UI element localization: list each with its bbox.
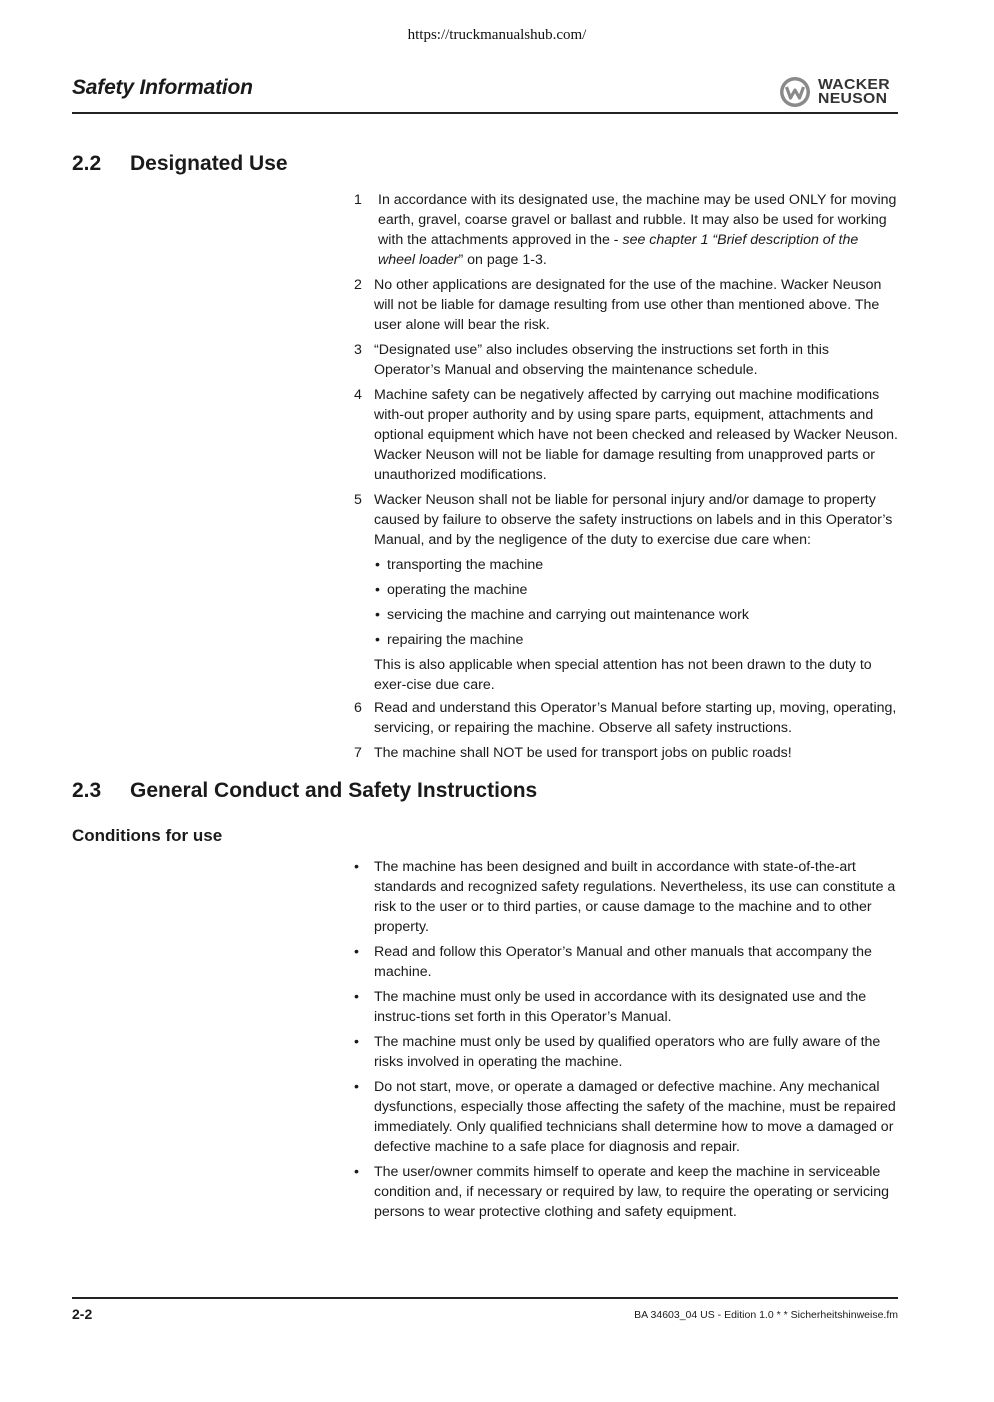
list-item (354, 275, 899, 335)
section-number: 2.2 (72, 152, 102, 175)
list-item (354, 490, 899, 550)
sub-bullet-text: operating the machine (387, 582, 528, 598)
bullet-mark: • (354, 1079, 359, 1095)
footer-rule (72, 1297, 898, 1299)
sub-bullet-text: servicing the machine and carrying out maintenance work (387, 607, 749, 623)
list-item (354, 340, 899, 380)
list-item (354, 1032, 899, 1072)
bullet-mark: • (354, 989, 359, 1005)
bullet-mark: • (354, 859, 359, 875)
item-text: No other applications are designated for the use of the machine. Wacker Neuson will not be liable for damage resulting from use other than mentioned above. The user alone will bear the risk. (374, 277, 882, 333)
section-title: General Conduct and Safety Instructions (130, 779, 538, 802)
chapter-reference: see chapter 1 “Brief description of the wheel loader (378, 232, 859, 268)
section-number: 2.3 (72, 779, 102, 802)
list-item (354, 190, 899, 270)
sub-bullet-text: transporting the machine (387, 557, 544, 573)
item-text-part: In accordance with its designated use, the machine may be used ONLY for moving earth, gravel, coarse gravel or ballast and rubble. It may also be used for working with the attachments approved in the - (378, 192, 897, 248)
sub-bullet (374, 605, 899, 625)
list-item (354, 987, 899, 1027)
header-rule (72, 112, 898, 114)
list-item (354, 1077, 899, 1157)
item-text-part: ” on page 1-3. (458, 252, 547, 268)
item-number: 6 (354, 700, 362, 716)
list-item (354, 942, 899, 982)
item-text: Do not start, move, or operate a damaged or defective machine. Any mechanical dysfunctions, especially those affecting the safety of the machine, must be repaired immediately. Only qualified technicians shall determine how to move a damaged or defective machine to a safe place for diagnosis and repair. (374, 1079, 896, 1155)
bullet-mark: • (354, 1034, 359, 1050)
list-item (354, 857, 899, 937)
item-text: Machine safety can be negatively affected by carrying out machine modifications with-out proper authority and by using spare parts, equipment, attachments and optional equipment which have not been checked and released by Wacker Neuson. Wacker Neuson will not be liable for damage resulting from unapproved parts or unauthorized modifications. (374, 387, 898, 483)
section-heading-general-conduct (72, 779, 537, 803)
item-text: Wacker Neuson shall not be liable for personal injury and/or damage to property caused by failure to observe the safety instructions on labels and in this Operator’s Manual, and by the negligence of the duty to exercise due care when: (374, 492, 893, 548)
conditions-list (354, 857, 899, 1227)
wacker-neuson-logo-icon (779, 76, 811, 108)
bullet-mark: • (375, 632, 380, 648)
item-text (378, 190, 899, 270)
bullet-mark: • (354, 1164, 359, 1180)
item-number: 5 (354, 492, 362, 508)
item-text: The machine shall NOT be used for transport jobs on public roads! (374, 745, 792, 761)
sub-bullet-text: repairing the machine (387, 632, 524, 648)
source-url: https://truckmanualshub.com/ (407, 27, 587, 43)
item-5-followup: This is also applicable when special attention has not been drawn to the duty to exer-cise due care. (374, 657, 872, 693)
sub-bullet (374, 630, 899, 650)
item-text: Read and follow this Operator’s Manual and other manuals that accompany the machine. (374, 944, 872, 980)
item-text: “Designated use” also includes observing the instructions set forth in this Operator’s Manual and observing the maintenance schedule. (374, 342, 830, 378)
item-text: The user/owner commits himself to operate and keep the machine in serviceable condition and, if necessary or required by law, to require the operating or servicing persons to wear protective clothing and safety equipment. (374, 1164, 889, 1220)
item-number: 4 (354, 387, 362, 403)
subheading-conditions-for-use: Conditions for use (72, 826, 223, 845)
item-text: The machine has been designed and built in accordance with state-of-the-art standards and recognized safety regulations. Nevertheless, its use can constitute a risk to the user or to third parties, or cause damage to the machine and to other property. (374, 859, 896, 935)
section-title: Designated Use (130, 152, 288, 175)
list-item (354, 698, 899, 738)
logo-line-2: NEUSON (818, 90, 888, 107)
bullet-mark: • (354, 944, 359, 960)
wacker-neuson-logo (779, 76, 890, 108)
item-number: 2 (354, 277, 362, 293)
document-id: BA 34603_04 US - Edition 1.0 * * Sicherheitshinweise.fm (634, 1309, 898, 1321)
item-text: The machine must only be used in accordance with its designated use and the instruc-tions set forth in this Operator’s Manual. (374, 989, 867, 1025)
section-heading-designated-use (72, 152, 288, 176)
item-text: Read and understand this Operator’s Manual before starting up, moving, operating, servicing, or repairing the machine. Observe all safety instructions. (374, 700, 897, 736)
bullet-mark: • (375, 582, 380, 598)
bullet-mark: • (375, 607, 380, 623)
list-item (354, 743, 899, 763)
item-text: The machine must only be used by qualified operators who are fully aware of the risks involved in operating the machine. (374, 1034, 881, 1070)
sub-bullet (374, 555, 899, 575)
list-item (354, 385, 899, 485)
designated-use-list (354, 190, 899, 768)
item-number: 1 (354, 192, 362, 208)
page-header-title: Safety Information (72, 76, 253, 99)
list-item (354, 1162, 899, 1222)
logo-line-1: WACKER (818, 76, 890, 93)
item-number: 7 (354, 745, 362, 761)
bullet-mark: • (375, 557, 380, 573)
page-number: 2-2 (72, 1306, 93, 1322)
sub-bullet (374, 580, 899, 600)
item-number: 3 (354, 342, 362, 358)
